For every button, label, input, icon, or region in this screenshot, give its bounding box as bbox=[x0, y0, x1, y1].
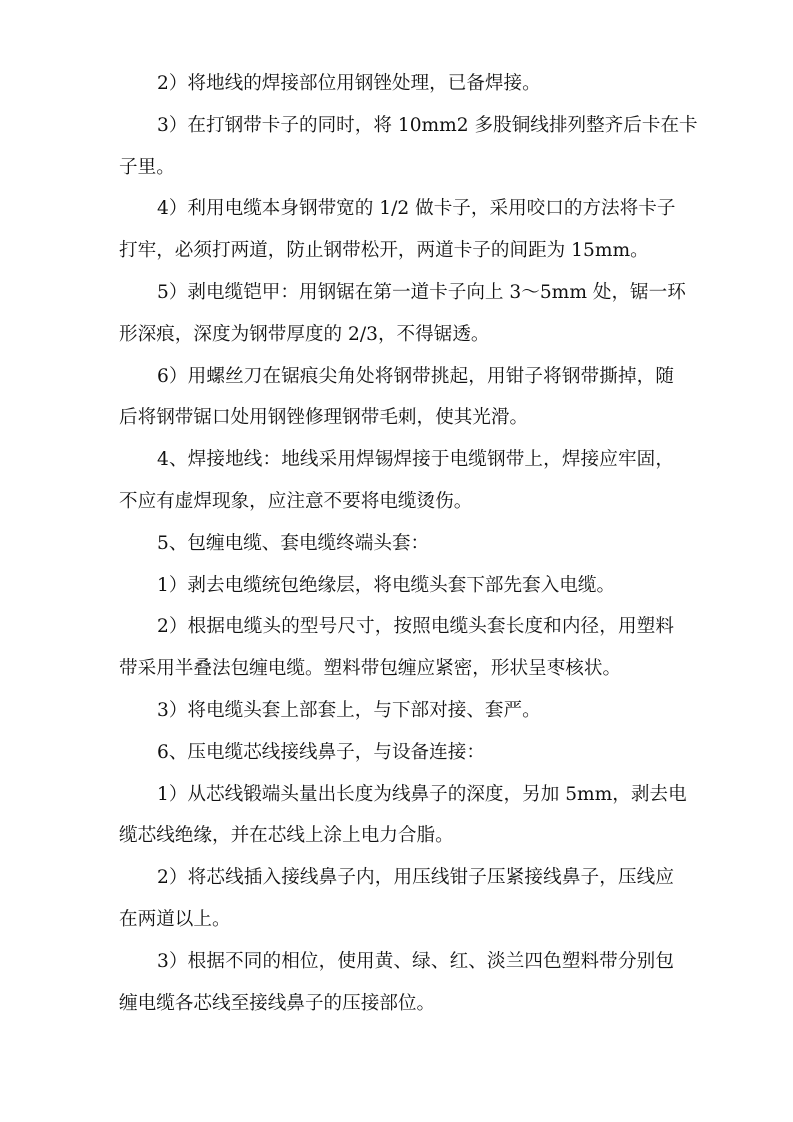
paragraph-step-4-steel-band-clamp bbox=[119, 188, 674, 272]
text-line: 缠电缆各芯线至接线鼻子的压接部位。 bbox=[119, 992, 436, 1014]
text-line: 1）剥去电缆统包绝缘层，将电缆头套下部先套入电缆。 bbox=[157, 574, 616, 596]
paragraph-s5-step-2 bbox=[119, 606, 674, 690]
text-line: 缆芯线绝缘，并在芯线上涂上电力合脂。 bbox=[119, 825, 454, 847]
section-heading: 6、压电缆芯线接线鼻子，与设备连接： bbox=[157, 741, 485, 763]
section-heading: 5、包缠电缆、套电缆终端头套： bbox=[157, 532, 430, 554]
paragraph-s6-step-2 bbox=[119, 857, 674, 941]
paragraph-s5-step-1 bbox=[119, 565, 674, 607]
text-line: 在两道以上。 bbox=[119, 908, 231, 930]
text-line: 3）在打钢带卡子的同时，将 10mm2 多股铜线排列整齐后卡在卡 bbox=[157, 114, 698, 136]
text-line: 6）用螺丝刀在锯痕尖角处将钢带挑起，用钳子将钢带撕掉，随 bbox=[157, 365, 674, 387]
paragraph-step-6-remove-steel-band bbox=[119, 356, 674, 440]
paragraph-step-5-strip-armor bbox=[119, 272, 686, 356]
text-line: 1）从芯线锻端头量出长度为线鼻子的深度，另加 5mm，剥去电 bbox=[157, 783, 687, 805]
text-line: 2）根据电缆头的型号尺寸，按照电缆头套长度和内径，用塑料 bbox=[157, 616, 674, 638]
paragraph-s5-step-3 bbox=[119, 690, 674, 732]
text-line: 2）将地线的焊接部位用钢锉处理，已备焊接。 bbox=[157, 73, 541, 94]
text-line: 子里。 bbox=[119, 156, 175, 178]
paragraph-step-2-grind-ground-weld bbox=[119, 63, 674, 105]
paragraph-s6-step-3 bbox=[119, 941, 674, 1025]
paragraph-section-6-heading bbox=[119, 732, 674, 774]
text-line: 3）将电缆头套上部套上，与下部对接、套严。 bbox=[157, 699, 541, 721]
text-line: 4、焊接地线：地线采用焊锡焊接于电缆钢带上，焊接应牢固， bbox=[157, 449, 674, 471]
paragraph-s6-step-1 bbox=[119, 774, 687, 858]
text-line: 4）利用电缆本身钢带宽的 1/2 做卡子，采用咬口的方法将卡子 bbox=[157, 198, 676, 220]
paragraph-step-3-copper-wire-clamp bbox=[119, 105, 698, 189]
text-line: 打牢，必须打两道，防止钢带松开，两道卡子的间距为 15mm。 bbox=[119, 240, 649, 262]
text-line: 后将钢带锯口处用钢锉修理钢带毛刺，使其光滑。 bbox=[119, 407, 529, 429]
document-page bbox=[119, 63, 698, 1024]
text-line: 不应有虚焊现象，应注意不要将电缆烫伤。 bbox=[119, 490, 473, 512]
paragraph-section-5-heading bbox=[119, 523, 674, 565]
text-line: 形深痕，深度为钢带厚度的 2/3，不得锯透。 bbox=[119, 323, 490, 345]
text-line: 3）根据不同的相位，使用黄、绿、红、淡兰四色塑料带分别包 bbox=[157, 950, 674, 972]
text-line: 5）剥电缆铠甲：用钢锯在第一道卡子向上 3～5mm 处，锯一环 bbox=[157, 281, 686, 303]
text-line: 2）将芯线插入接线鼻子内，用压线钳子压紧接线鼻子，压线应 bbox=[157, 867, 674, 889]
paragraph-section-4-weld-ground bbox=[119, 439, 674, 523]
text-line: 带采用半叠法包缠电缆。塑料带包缠应紧密，形状呈枣核状。 bbox=[119, 658, 622, 680]
